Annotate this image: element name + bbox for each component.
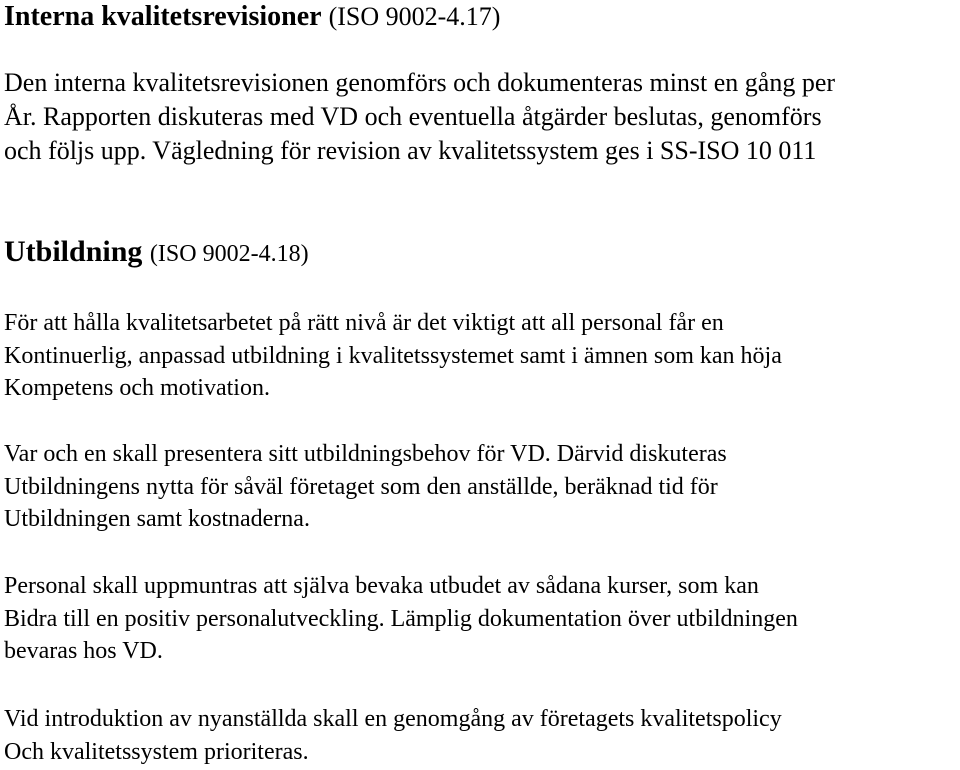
text-line: År. Rapporten diskuteras med VD och eventuella åtgärder beslutas, genomförs (4, 102, 822, 131)
text-line: Utbildningens nytta för såväl företaget som den anställde, beräknad tid för (4, 473, 718, 500)
paragraph (4, 703, 782, 768)
text-line: Var och en skall presentera sitt utbildningsbehov för VD. Därvid diskuteras (4, 441, 727, 467)
text-line: För att hålla kvalitetsarbetet på rätt nivå är det viktigt att all personal får en (4, 310, 724, 336)
text-line: Bidra till en positiv personalutveckling. Lämplig dokumentation över utbildningen (4, 605, 798, 632)
text-line: Personal skall uppmuntras att själva bevaka utbudet av sådana kurser, som kan (4, 573, 759, 599)
text-line: Utbildningen samt kostnaderna. (4, 506, 310, 532)
text-line: Kompetens och motivation. (4, 375, 270, 401)
text-line: och följs upp. Vägledning för revision av kvalitetssystem ges i SS-ISO 10 011 (4, 136, 817, 165)
text-line: bevaras hos VD. (4, 638, 163, 664)
paragraph (4, 438, 727, 536)
text-line: Kontinuerlig, anpassad utbildning i kvalitetssystemet samt i ämnen som kan höja (4, 342, 782, 369)
iso-reference: (ISO 9002-4.18) (149, 241, 309, 267)
section-body-internal-audits (4, 66, 835, 168)
iso-reference: (ISO 9002-4.17) (328, 2, 501, 31)
section-title: Utbildning (4, 235, 143, 268)
paragraph (4, 307, 782, 405)
section-heading-training (4, 232, 309, 274)
section-title: Interna kvalitetsrevisioner (4, 1, 322, 32)
text-line: Den interna kvalitetsrevisionen genomförs och dokumenteras minst en gång per (4, 68, 836, 97)
section-heading-internal-audits (4, 0, 500, 34)
text-line: Och kvalitetssystem prioriteras. (4, 738, 309, 765)
text-line: Vid introduktion av nyanställda skall en genomgång av företagets kvalitetspolicy (4, 706, 782, 732)
paragraph (4, 570, 798, 668)
